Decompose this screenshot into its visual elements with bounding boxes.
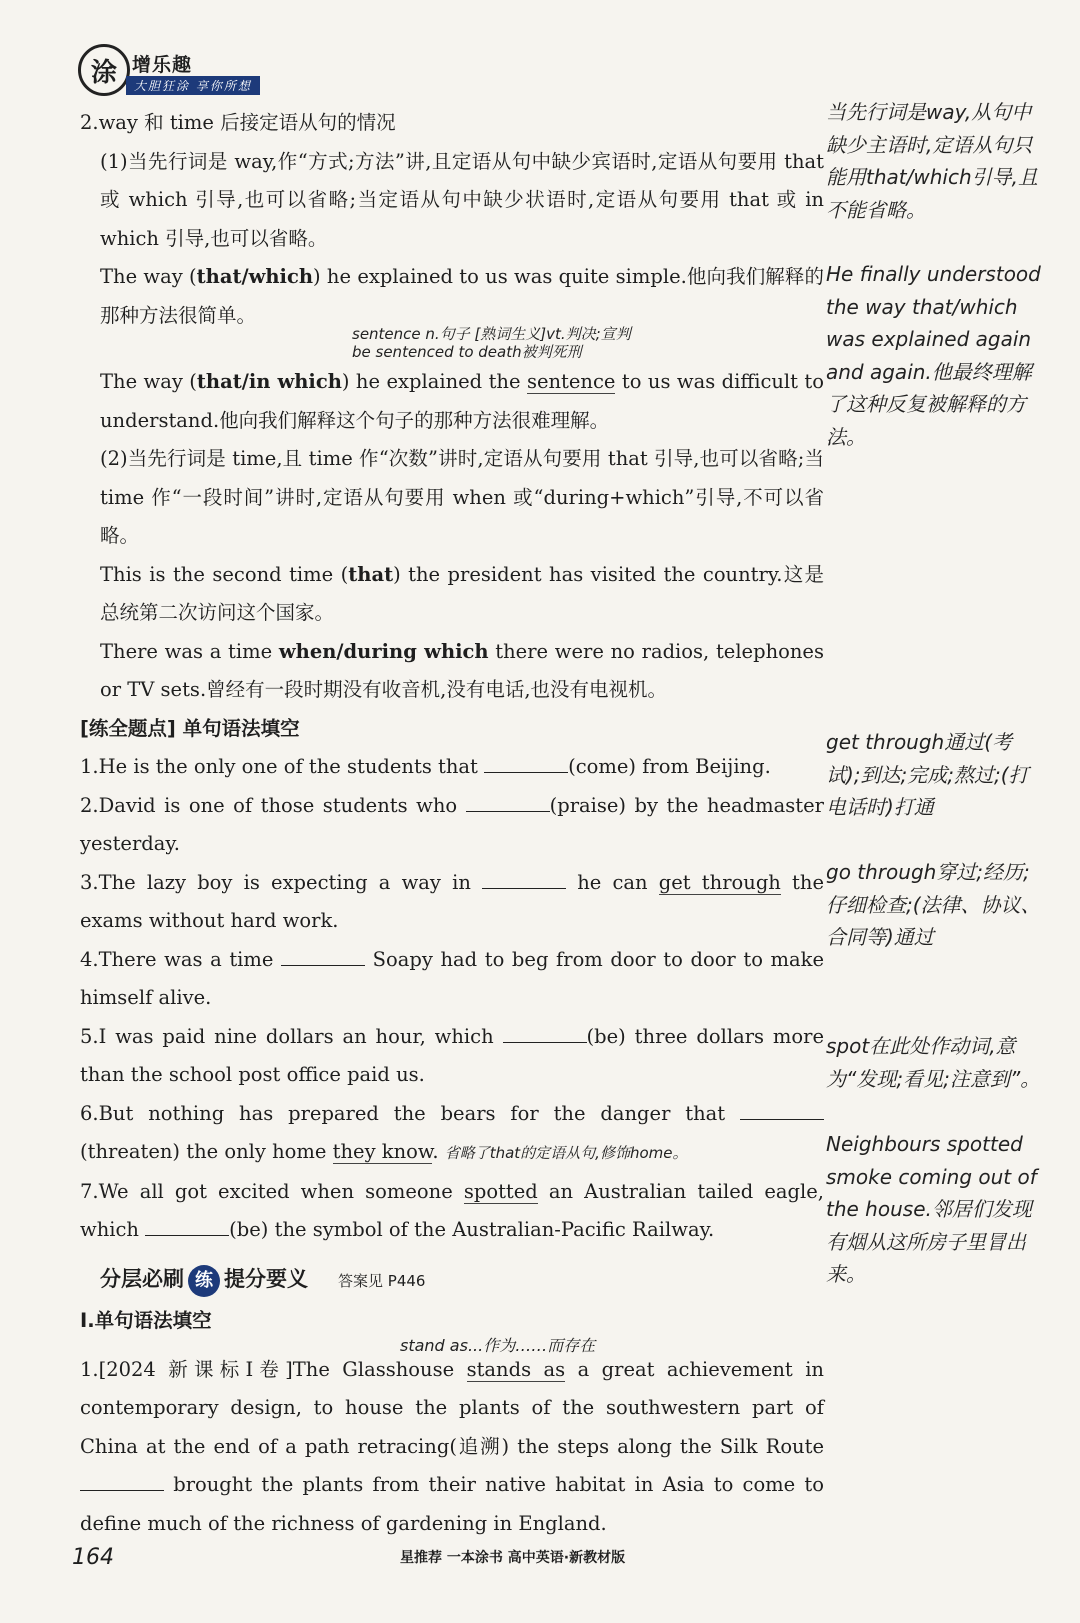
answer-blank[interactable]: [466, 793, 550, 812]
practice-circle-icon: 练: [188, 1265, 220, 1297]
side-note-spot: spot在此处作动词,意为“发现;看见;注意到”。: [826, 1034, 1041, 1091]
answer-blank[interactable]: [484, 754, 568, 773]
part-heading: Ⅰ.单句语法填空: [80, 1309, 212, 1332]
answer-blank[interactable]: [503, 1024, 587, 1043]
brand-slogan: 大胆狂涂 享你所想: [126, 76, 260, 95]
book-title: 星推荐 一本涂书 高中英语·新教材版: [400, 1550, 626, 1566]
handwritten-note-omitted: 省略了that的定语从句,修饰home。: [444, 1144, 688, 1162]
handwritten-note-sentence: sentence n.句子 [熟词生义]vt.判决;宣判 be sentenced to death被判死刑: [352, 325, 631, 361]
question-7: 7.We all got excited when someone spotted an Australian tailed eagle, which (be) the symbol of the Australian-Pacific Railway.: [80, 1179, 825, 1241]
question-3: 3.The lazy boy is expecting a way in he can get through the exams without hard work.: [80, 870, 824, 932]
answer-blank[interactable]: [80, 1472, 164, 1491]
question-4: 4.There was a time Soapy had to beg from door to door to make himself alive.: [80, 947, 825, 1009]
handwritten-note-stand-as: stand as...作为……而存在: [400, 1335, 596, 1355]
brand-logo: 涂: [78, 44, 130, 96]
question-2: 2.David is one of those students who (praise) by the headmaster yesterday.: [80, 793, 824, 855]
side-note-get-through: get through通过(考试);到达;完成;熬过;(打电话时)打通: [826, 730, 1029, 819]
side-note-go-through: go through穿过;经历;仔细检查;(法律、协议、合同等)通过: [826, 860, 1041, 949]
question-6: 6.But nothing has prepared the bears for the danger that (threaten) the only home they know. 省略了that的定语从句,修饰home。: [80, 1095, 824, 1173]
rule-1: (1)当先行词是 way,作“方式;方法”讲,且定语从句中缺少宾语时,定语从句要用 that 或 which 引导,也可以省略;当定语从句中缺少状语时,定语从句要用 that 或 in which 引导,也可以省略。: [100, 149, 824, 250]
layered-question-1: 1.[2024 新课标Ⅰ卷]The Glasshouse stands as a great achievement in contemporary design, to house the plants of the southwestern part of China at the end of a path retracing(追溯) the steps along the Silk Route brought the plants from their native habitat in Asia to come to define much of the richness of gardening in England.: [80, 1357, 824, 1535]
side-note-example-sentence: He finally understood the way that/which was explained again and again.他最终理解了这种反复被解释的方法。: [826, 262, 1041, 449]
page-number: 164: [72, 1545, 114, 1570]
brand-name: 增乐趣: [132, 54, 193, 76]
answer-blank[interactable]: [482, 870, 566, 889]
example-3: This is the second time (that) the president has visited the country.这是总统第二次访问这个国家。: [100, 562, 824, 624]
section-title: 2.way 和 time 后接定语从句的情况: [80, 111, 396, 134]
example-4: There was a time when/during which there were no radios, telephones or TV sets.曾经有一段时期没有收音机,没有电话,也没有电视机。: [100, 639, 824, 701]
example-2: The way (that/in which) he explained the sentence to us was difficult to understand.他向我们解释这个句子的那种方法很难理解。: [100, 370, 825, 432]
side-note-neighbours: Neighbours spotted smoke coming out of the house.邻居们发现有烟从这所房子里冒出来。: [826, 1132, 1037, 1286]
question-5: 5.I was paid nine dollars an hour, which (be) three dollars more than the school post office paid us.: [80, 1024, 825, 1086]
answer-blank[interactable]: [740, 1101, 824, 1120]
side-note-way-subject: 当先行词是way,从句中缺少主语时,定语从句只能用that/which引导,且不能省略。: [826, 100, 1038, 222]
example-1: The way (that/which) he explained to us was quite simple.他向我们解释的那种方法很简单。: [100, 265, 824, 327]
rule-2: (2)当先行词是 time,且 time 作“次数”讲时,定语从句要用 that 引导,也可以省略;当 time 作“一段时间”讲时,定语从句要用 when 或“during+which”引导,不可以省略。: [100, 447, 824, 547]
answer-reference: 答案见 P446: [338, 1271, 426, 1290]
answer-blank[interactable]: [145, 1217, 229, 1236]
answer-blank[interactable]: [281, 947, 365, 966]
main-text: [80, 104, 825, 1543]
question-1: 1.He is the only one of the students that (come) from Beijing.: [80, 755, 771, 778]
practice-heading: [练全题点] 单句语法填空: [80, 716, 300, 740]
layered-practice-title: 分层必刷 练 提分要义 答案见 P446: [100, 1260, 824, 1301]
